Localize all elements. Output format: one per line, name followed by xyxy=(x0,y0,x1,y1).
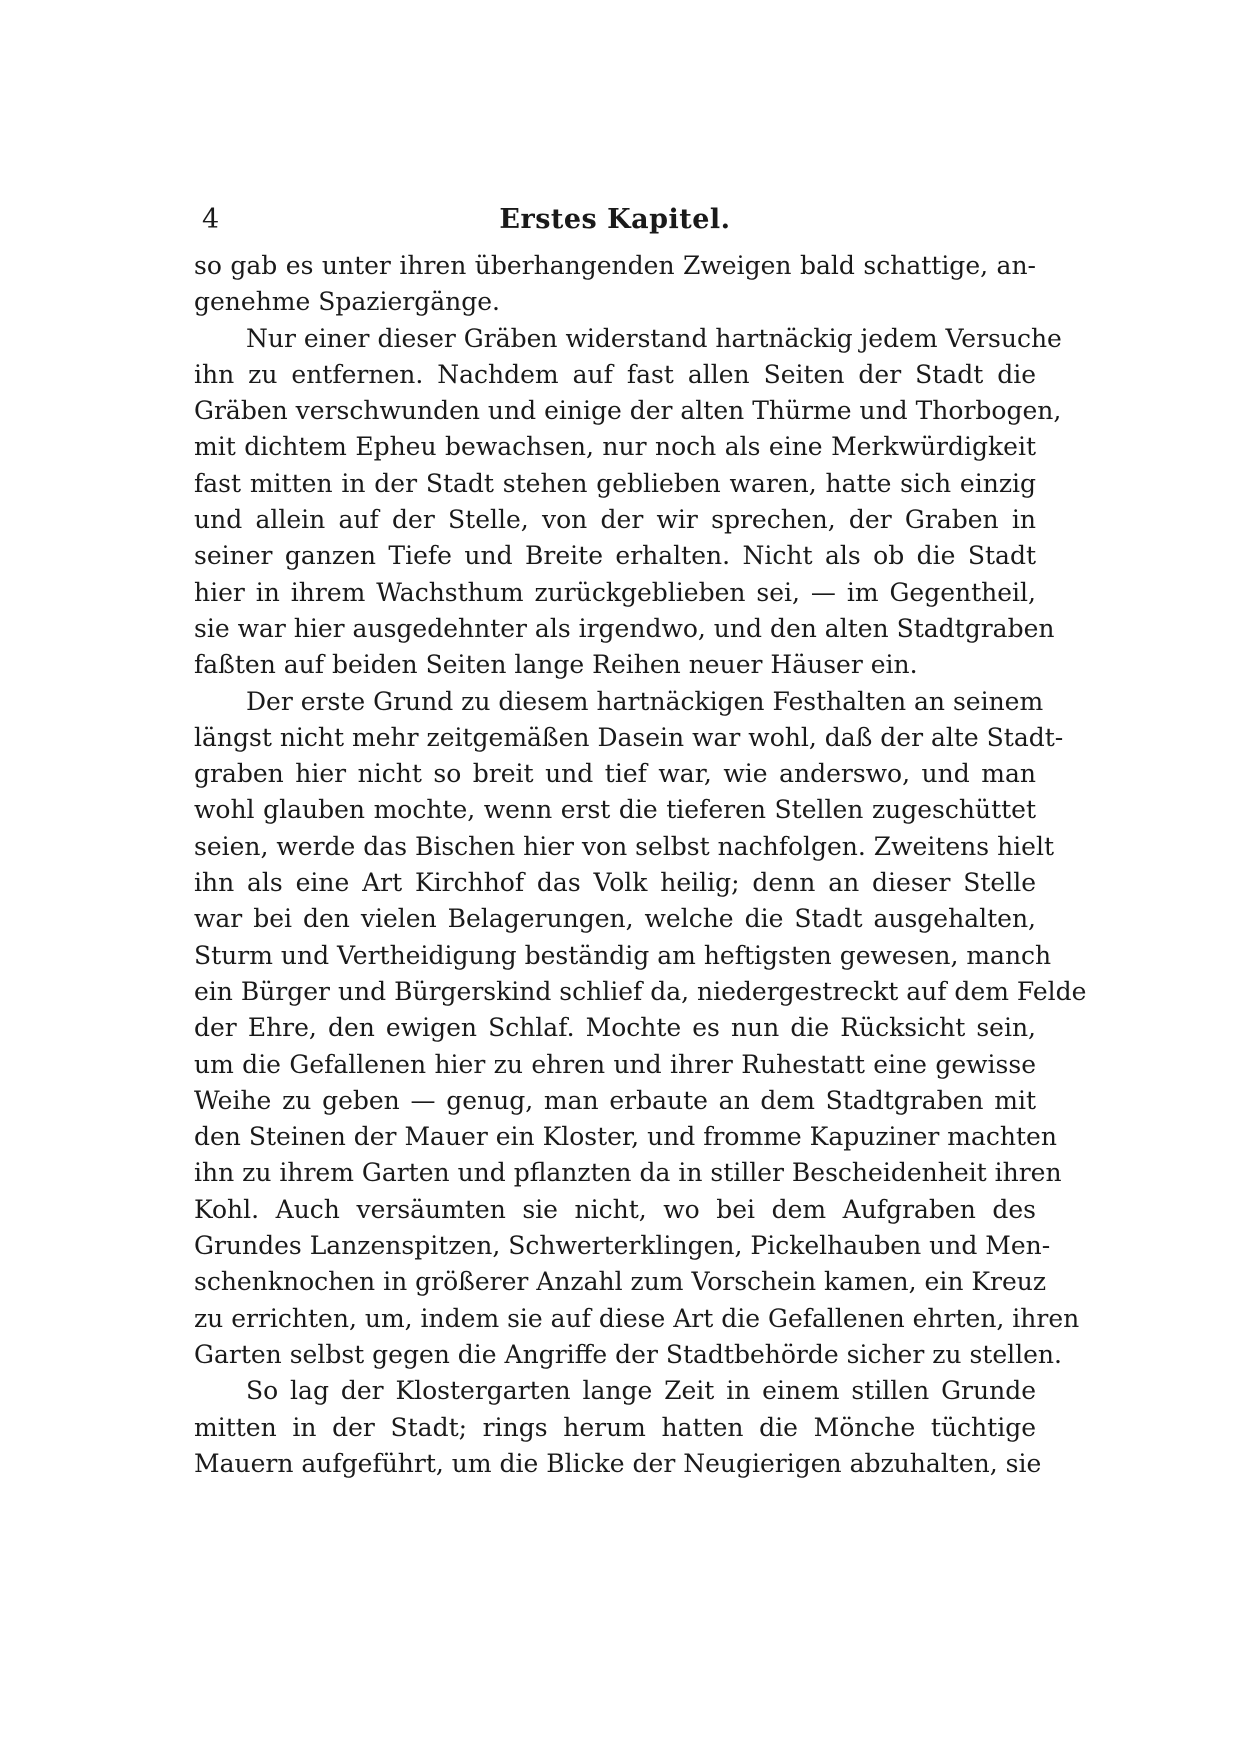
text-line: den Steinen der Mauer ein Kloster, und fromme Kapuziner machten xyxy=(194,1122,1057,1152)
text-line: Kohl. Auch versäumten sie nicht, wo bei dem Aufgraben des xyxy=(194,1194,1036,1224)
running-title: Erstes Kapitel. xyxy=(499,204,731,235)
text-line: wohl glauben mochte, wenn erst die tieferen Stellen zugeschüttet xyxy=(194,795,1036,825)
page-number: 4 xyxy=(202,204,220,235)
text-line: Sturm und Vertheidigung beständig am heftigsten gewesen, manch xyxy=(194,940,1052,970)
book-page xyxy=(194,200,1087,1482)
body-text xyxy=(194,248,1087,1482)
text-line: Gräben verschwunden und einige der alten Thürme und Thorbogen, xyxy=(194,396,1062,426)
text-line: fast mitten in der Stadt stehen geblieben waren, hatte sich einzig xyxy=(194,468,1036,498)
text-line: genehme Spaziergänge. xyxy=(194,287,500,317)
text-line: ihn zu entfernen. Nachdem auf fast allen Seiten der Stadt die xyxy=(194,359,1036,389)
text-line: So lag der Klostergarten lange Zeit in einem stillen Grunde xyxy=(246,1376,1036,1406)
text-line: seiner ganzen Tiefe und Breite erhalten. Nicht als ob die Stadt xyxy=(194,541,1036,571)
text-line: so gab es unter ihren überhangenden Zweigen bald schattige, an- xyxy=(194,251,1036,280)
text-line: ihn zu ihrem Garten und pflanzten da in stiller Bescheidenheit ihren xyxy=(194,1158,1062,1188)
text-line: seien, werde das Bischen hier von selbst nachfolgen. Zweitens hielt xyxy=(194,831,1054,861)
text-line: Mauern aufgeführt, um die Blicke der Neugierigen abzuhalten, sie xyxy=(194,1448,1042,1478)
text-line: Der erste Grund zu diesem hartnäckigen Festhalten an seinem xyxy=(246,686,1044,716)
page-header xyxy=(194,200,1036,248)
text-line: graben hier nicht so breit und tief war, wie anderswo, und man xyxy=(194,759,1036,789)
text-line: ein Bürger und Bürgerskind schlief da, niedergestreckt auf dem Felde xyxy=(194,976,1087,1006)
text-line: der Ehre, den ewigen Schlaf. Mochte es nun die Rücksicht sein, xyxy=(194,1013,1036,1043)
text-line: längst nicht mehr zeitgemäßen Dasein war wohl, daß der alte Stadt- xyxy=(194,722,1064,752)
text-line: Grundes Lanzenspitzen, Schwerterklingen, Pickelhauben und Men- xyxy=(194,1231,1051,1261)
text-line: zu errichten, um, indem sie auf diese Art die Gefallenen ehrten, ihren xyxy=(194,1303,1080,1333)
text-line: mitten in der Stadt; rings herum hatten die Mönche tüchtige xyxy=(194,1412,1036,1442)
text-line: hier in ihrem Wachsthum zurückgeblieben sei, — im Gegentheil, xyxy=(194,577,1036,607)
text-line: faßten auf beiden Seiten lange Reihen neuer Häuser ein. xyxy=(194,650,918,680)
text-line: Nur einer dieser Gräben widerstand hartnäckig jedem Versuche xyxy=(246,323,1062,353)
text-line: war bei den vielen Belagerungen, welche die Stadt ausgehalten, xyxy=(194,904,1036,934)
text-line: mit dichtem Epheu bewachsen, nur noch als eine Merkwürdigkeit xyxy=(194,432,1036,462)
text-line: um die Gefallenen hier zu ehren und ihrer Ruhestatt eine gewisse xyxy=(194,1049,1036,1079)
text-line: ihn als eine Art Kirchhof das Volk heilig; denn an dieser Stelle xyxy=(194,868,1036,898)
text-line: Garten selbst gegen die Angriffe der Stadtbehörde sicher zu stellen. xyxy=(194,1339,1062,1369)
text-line: und allein auf der Stelle, von der wir sprechen, der Graben in xyxy=(194,505,1036,535)
text-line: sie war hier ausgedehnter als irgendwo, und den alten Stadtgraben xyxy=(194,613,1055,643)
text-line: schenknochen in größerer Anzahl zum Vorschein kamen, ein Kreuz xyxy=(194,1267,1047,1297)
text-line: Weihe zu geben — genug, man erbaute an dem Stadtgraben mit xyxy=(194,1085,1036,1115)
